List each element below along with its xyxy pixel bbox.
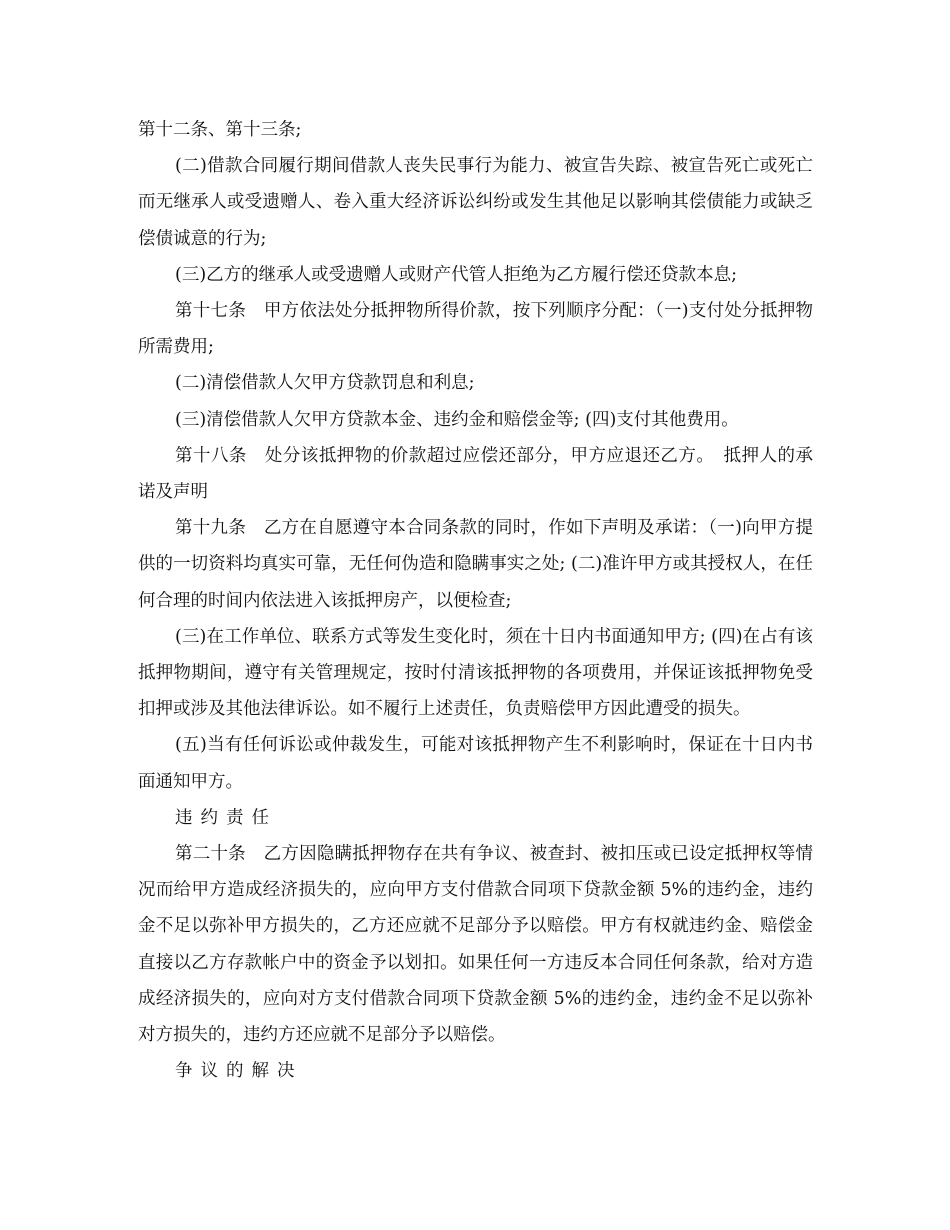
paragraph-article-18: 第十八条 处分该抵押物的价款超过应偿还部分，甲方应退还乙方。 抵押人的承诺及声明 [138, 445, 813, 503]
paragraph-clause-3: (三)乙方的继承人或受遗赠人或财产代管人拒绝为乙方履行偿还贷款本息; [175, 264, 738, 285]
section-heading-dispute: 争议的解决 [175, 1061, 303, 1082]
section-heading-liability: 违约责任 [175, 807, 277, 828]
paragraph-article-17: 第十七条 甲方依法处分抵押物所得价款，按下列顺序分配：（一)支付处分抵押物所需费用; [138, 301, 813, 358]
paragraph-clause-2: (二)借款合同履行期间借款人丧失民事行为能力、被宣告失踪、被宣告死亡或死亡而无继承人或受遗赠人、卷入重大经济诉讼纠纷或发生其他足以影响其偿债能力或缺乏偿债诚意的行为; [138, 156, 813, 249]
paragraph-article-20: 第二十条 乙方因隐瞒抵押物存在共有争议、被查封、被扣压或已设定抵押权等情况而给甲方造成经济损失的，应向甲方支付借款合同项下贷款金额 5%的违约金，违约金不足以弥补甲方损失的，乙方还应就不足部分予以赔偿。甲方有权就违约金、赔偿金直接以乙方存款帐户中的资金予以划扣。如果任何一方违反本合同任何条款，给对方造成经济损失的，应向对方支付借款合同项下贷款金额 5%的违约金，违约金不足以弥补对方损失的，违约方还应就不足部分予以赔偿。 [138, 844, 813, 1046]
paragraph-article-17-item-2: (二)清偿借款人欠甲方贷款罚息和利息; [175, 373, 475, 394]
paragraph-article-12-13: 第十二条、第十三条; [138, 120, 302, 140]
paragraph-article-19: 第十九条 乙方在自愿遵守本合同条款的同时，作如下声明及承诺：（一)向甲方提供的一切资料均真实可靠，无任何伪造和隐瞒事实之处; (二)准许甲方或其授权人，在任何合理的时间内依法进入该抵押房产，以便检查; [138, 518, 813, 611]
paragraph-article-19-item-5: (五)当有任何诉讼或仲裁发生，可能对该抵押物产生不利影响时，保证在十日内书面通知甲方。 [138, 735, 813, 792]
paragraph-article-17-item-3-4: (三)清偿借款人欠甲方贷款本金、违约金和赔偿金等; (四)支付其他费用。 [175, 409, 739, 430]
document-body [138, 112, 813, 1089]
paragraph-article-19-item-3-4: (三)在工作单位、联系方式等发生变化时，须在十日内书面通知甲方; (四)在占有该抵押物期间，遵守有关管理规定，按时付清该抵押物的各项费用，并保证该抵押物免受扣押或涉及其他法律诉讼。如不履行上述责任，负责赔偿甲方因此遭受的损失。 [138, 626, 813, 720]
